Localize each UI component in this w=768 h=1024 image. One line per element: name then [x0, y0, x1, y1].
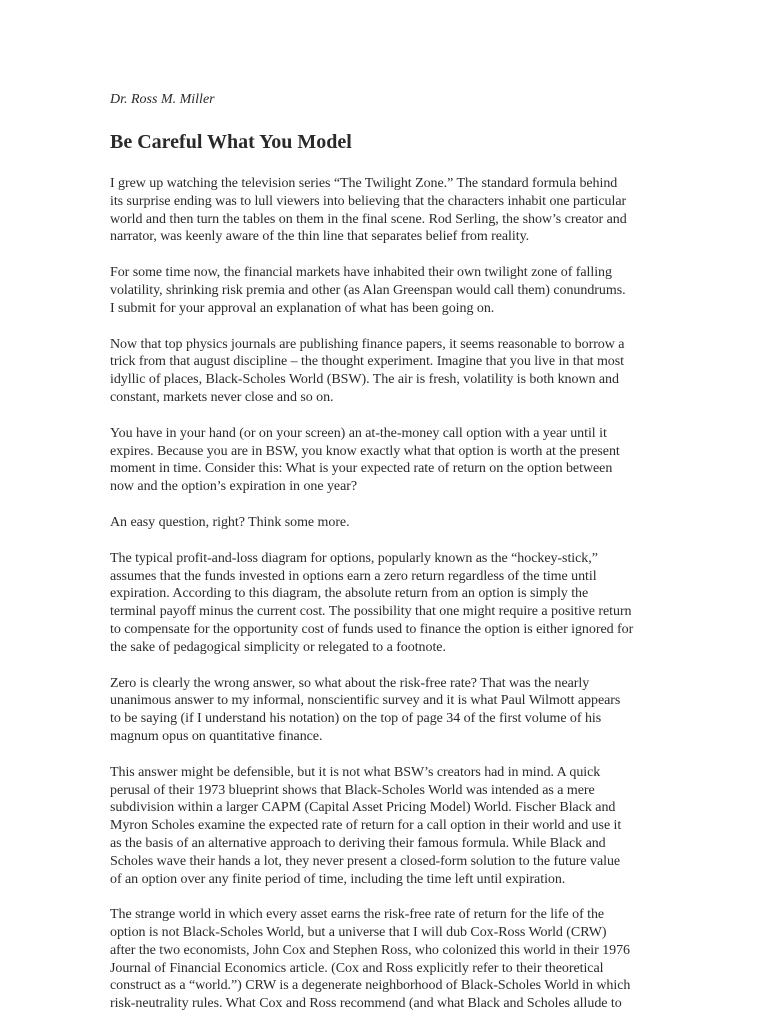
paragraph-9: The strange world in which every asset earns the risk-free rate of return for the life of the option is not Black-Scholes World, but a universe that I will dub Cox-Ross World (CRW) after the two economists, John Cox and Stephen Ross, who colonized this world in their 1976 Journal of Financial Economics article. (Cox and Ross explicitly refer to their theoretical construct as a “world.”) CRW is a degenerate neighborhood of Black-Scholes World in which risk-neutrality rules. What Cox and Ross recommend (and what Black and Scholes allude to: [110, 907, 631, 1012]
paragraph-7: Zero is clearly the wrong answer, so what about the risk-free rate? That was the nearly unanimous answer to my informal, nonscientific survey and it is what Paul Wilmott appears to be saying (if I understand his notation) on the top of page 34 of the first volume of his magnum opus on quantitative finance.: [110, 675, 621, 744]
article-title: Be Careful What You Model: [110, 131, 352, 153]
paragraph-1: I grew up watching the television series “The Twilight Zone.” The standard formula behind its surprise ending was to lull viewers into believing that the characters inhabit one particular world and then turn the tables on them in the final scene. Rod Serling, the show’s creator and narrator, was keenly aware of the thin line that separates belief from reality.: [110, 176, 627, 245]
paragraph-5: An easy question, right? Think some more.: [110, 514, 350, 530]
article: [110, 91, 710, 1024]
paragraph-2: For some time now, the financial markets have inhabited their own twilight zone of falling volatility, shrinking risk premia and other (as Alan Greenspan would call them) conundrums. I submit for your approval an explanation of what has been going on.: [110, 265, 626, 316]
paragraph-6: The typical profit-and-loss diagram for options, popularly known as the “hockey-stick,” assumes that the funds invested in options earn a zero return regardless of the time until expiration. According to this diagram, the absolute return from an option is simply the terminal payoff minus the current cost. The possibility that one might require a positive return to compensate for the opportunity cost of funds used to finance the option is either ignored for the sake of pedagogical simplicity or relegated to a footnote.: [110, 550, 634, 655]
author-line: Dr. Ross M. Miller: [110, 92, 215, 107]
paragraph-4: You have in your hand (or on your screen) an at-the-money call option with a year until it expires. Because you are in BSW, you know exactly what that option is worth at the present moment in time. Consider this: What is your expected rate of return on the option between now and the option’s expiration in one year?: [110, 425, 620, 495]
paragraph-3: Now that top physics journals are publishing finance papers, it seems reasonable to borrow a trick from that august discipline – the thought experiment. Imagine that you live in that most idyllic of places, Black-Scholes World (BSW). The air is fresh, volatility is both known and constant, markets never close and so on.: [110, 336, 625, 405]
paragraph-8: This answer might be defensible, but it is not what BSW’s creators had in mind. A quick perusal of their 1973 blueprint shows that Black-Scholes World was intended as a mere subdivision within a larger CAPM (Capital Asset Pricing Model) World. Fischer Black and Myron Scholes examine the expected rate of return for a call option in their world and use it as the basis of an alternative approach to deriving their famous formula. While Black and Scholes wave their hands a lot, they never present a closed-form solution to the future value of an option over any finite period of time, including the time left until expiration.: [110, 764, 622, 887]
